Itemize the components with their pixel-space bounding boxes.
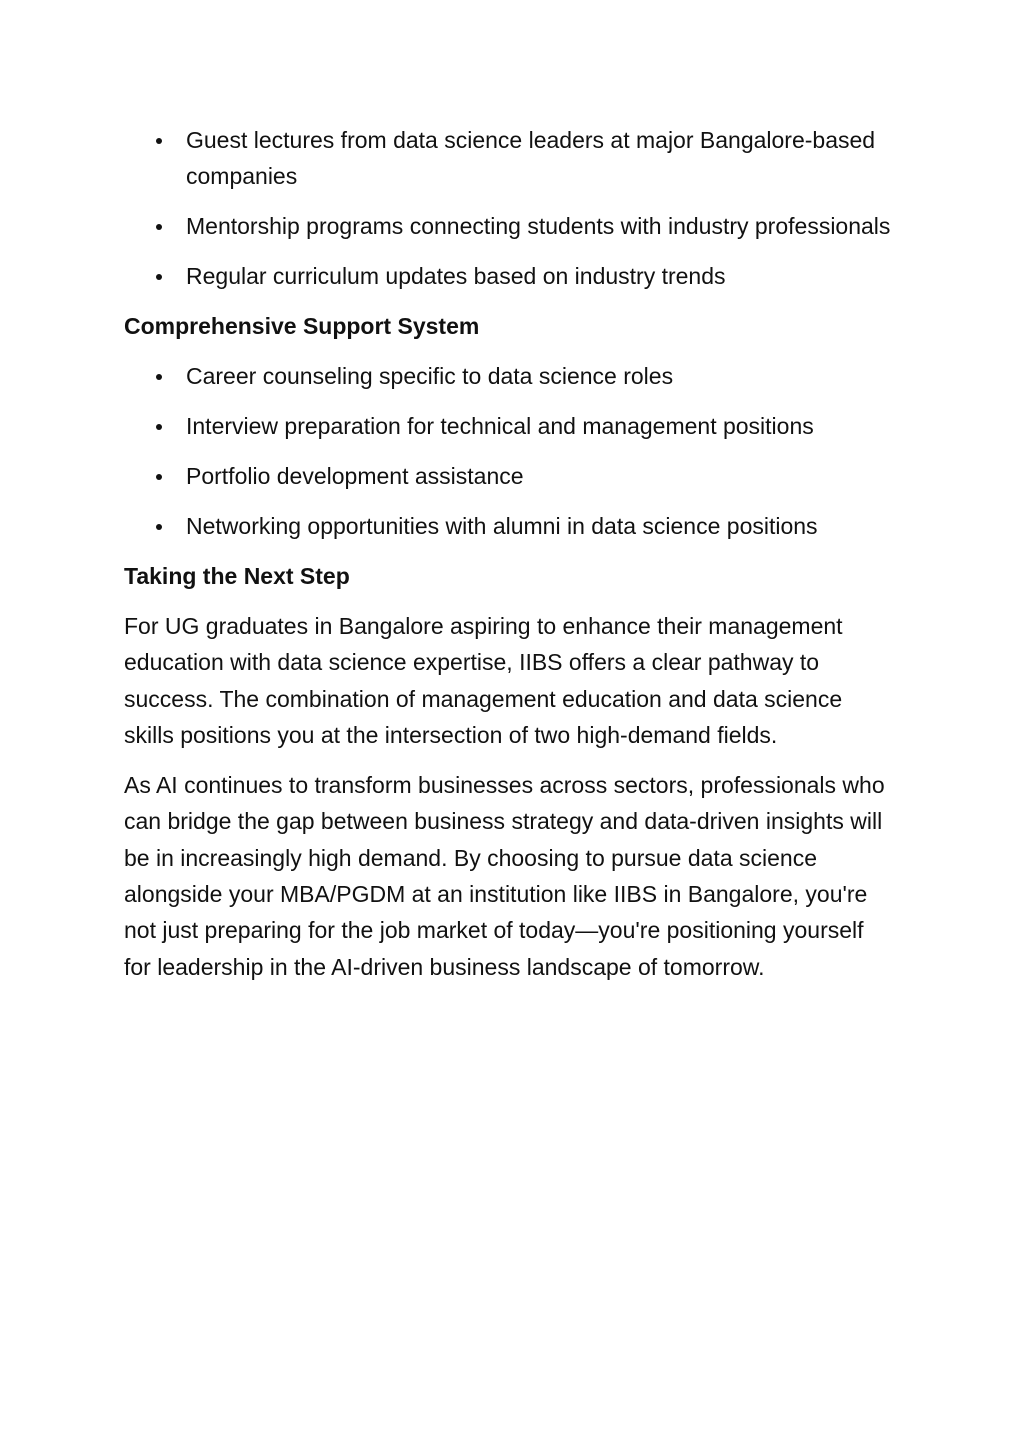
list-item [124, 258, 894, 294]
list-item-text: Mentorship programs connecting students with industry professionals [186, 213, 891, 239]
support-heading: Comprehensive Support System [124, 313, 480, 339]
bullet-icon [156, 474, 162, 480]
list-item [124, 358, 894, 394]
bullet-icon [156, 524, 162, 530]
list-item [124, 458, 894, 494]
industry-bullet-list [124, 122, 894, 294]
bullet-icon [156, 224, 162, 230]
bullet-icon [156, 138, 162, 144]
list-item-text: Regular curriculum updates based on industry trends [186, 263, 726, 289]
list-item-text: Career counseling specific to data science roles [186, 363, 674, 389]
document-page [124, 122, 894, 999]
paragraph: As AI continues to transform businesses across sectors, professionals who can bridge the gap between business strategy and data-driven insights will be in increasingly high demand. By choosing to pursue data science alongside your MBA/PGDM at an institution like IIBS in Bangalore, you're not just preparing for the job market of today—you're positioning yourself for leadership in the AI-driven business landscape of tomorrow. [124, 772, 885, 980]
paragraph: For UG graduates in Bangalore aspiring to enhance their management education with data science expertise, IIBS offers a clear pathway to success. The combination of management education and data science skills positions you at the intersection of two high-demand fields. [124, 613, 843, 748]
list-item-text: Interview preparation for technical and management positions [186, 413, 814, 439]
next-step-heading: Taking the Next Step [124, 563, 350, 589]
list-item-text: Networking opportunities with alumni in data science positions [186, 513, 818, 539]
list-item [124, 122, 894, 194]
list-item [124, 408, 894, 444]
bullet-icon [156, 374, 162, 380]
support-bullet-list [124, 358, 894, 544]
list-item [124, 508, 894, 544]
list-item [124, 208, 894, 244]
bullet-icon [156, 274, 162, 280]
list-item-text: Portfolio development assistance [186, 463, 524, 489]
list-item-text: Guest lectures from data science leaders at major Bangalore-based companies [186, 127, 876, 189]
bullet-icon [156, 424, 162, 430]
